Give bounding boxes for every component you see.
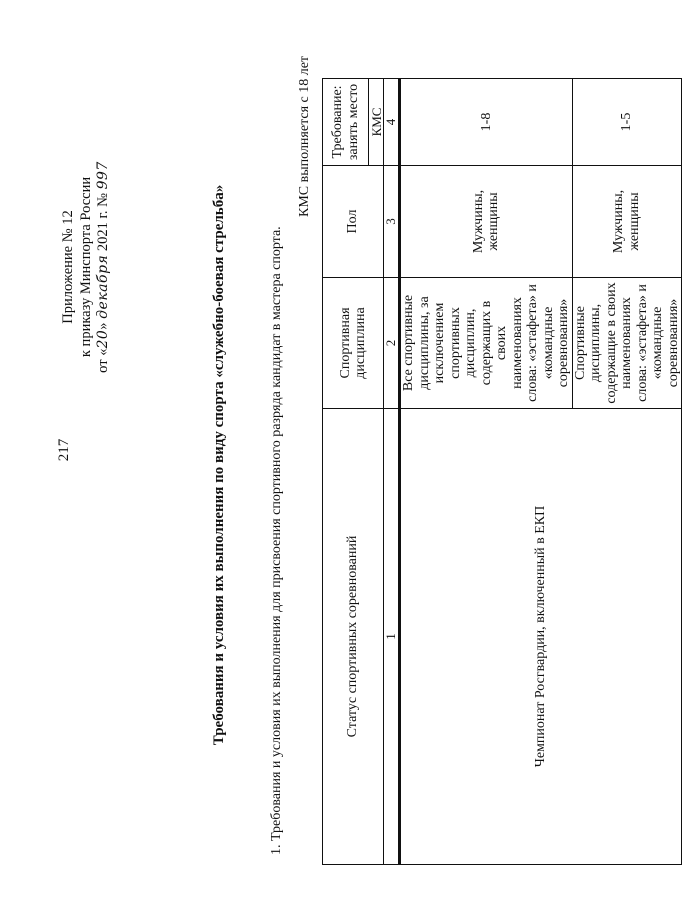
table-row [400,78,573,864]
gender-cell: Мужчины, женщины [400,165,573,277]
place-cell: 1-8 [400,78,573,165]
date-prefix: от « [95,348,111,373]
discipline-cell: Все спортивные дисциплины, за исключением спортивных дисциплин, содержащих в своих наименованиях слова: «эстафета» и «командные соревнования» [400,277,573,408]
column-number-3: 3 [384,165,400,277]
appendix-number: Приложение № 12 [60,210,76,324]
date-year: 2021 г. № [95,193,111,252]
date-month-handwritten: декабря [95,254,111,319]
column-number-4: 4 [384,78,400,165]
discipline-cell: Спортивные дисциплины, содержащие в своих наименованиях слова: «эстафета» и «командные соревнования» [572,277,682,408]
column-number-2: 2 [384,277,400,408]
appendix-block [60,137,113,397]
header-rank: КМС [369,78,384,165]
appendix-order-reference: к приказу Минспорта России [77,176,94,358]
order-number-handwritten: 997 [95,161,111,190]
column-number-1: 1 [384,408,400,864]
section-intro: 1. Требования и условия их выполнения для присвоения спортивного разряда кандидат в мастера спорта. [269,226,284,855]
appendix-order-date [95,137,113,397]
header-gender: Пол [323,165,384,277]
table-header-row [323,78,369,864]
header-discipline: Спортивная дисциплина [323,277,384,408]
document-title: Требования и условия их выполнения по виду спорта «служебно-боевая стрельба» [211,184,227,746]
date-day-handwritten: 20 [95,329,111,349]
gender-cell: Мужчины, женщины [572,165,682,277]
header-competition-status: Статус спортивных соревнований [323,408,384,864]
date-quote: » [95,322,111,330]
table-column-number-row [384,78,400,864]
header-requirement: Требование: занять место [323,78,369,165]
age-note: КМС выполняется с 18 лет [297,55,312,217]
competition-status-cell: Чемпионат Росгвардии, включенный в ЕКП [400,408,682,864]
place-cell: 1-5 [572,78,682,165]
requirements-table [322,78,682,865]
page-number: 217 [56,438,72,462]
